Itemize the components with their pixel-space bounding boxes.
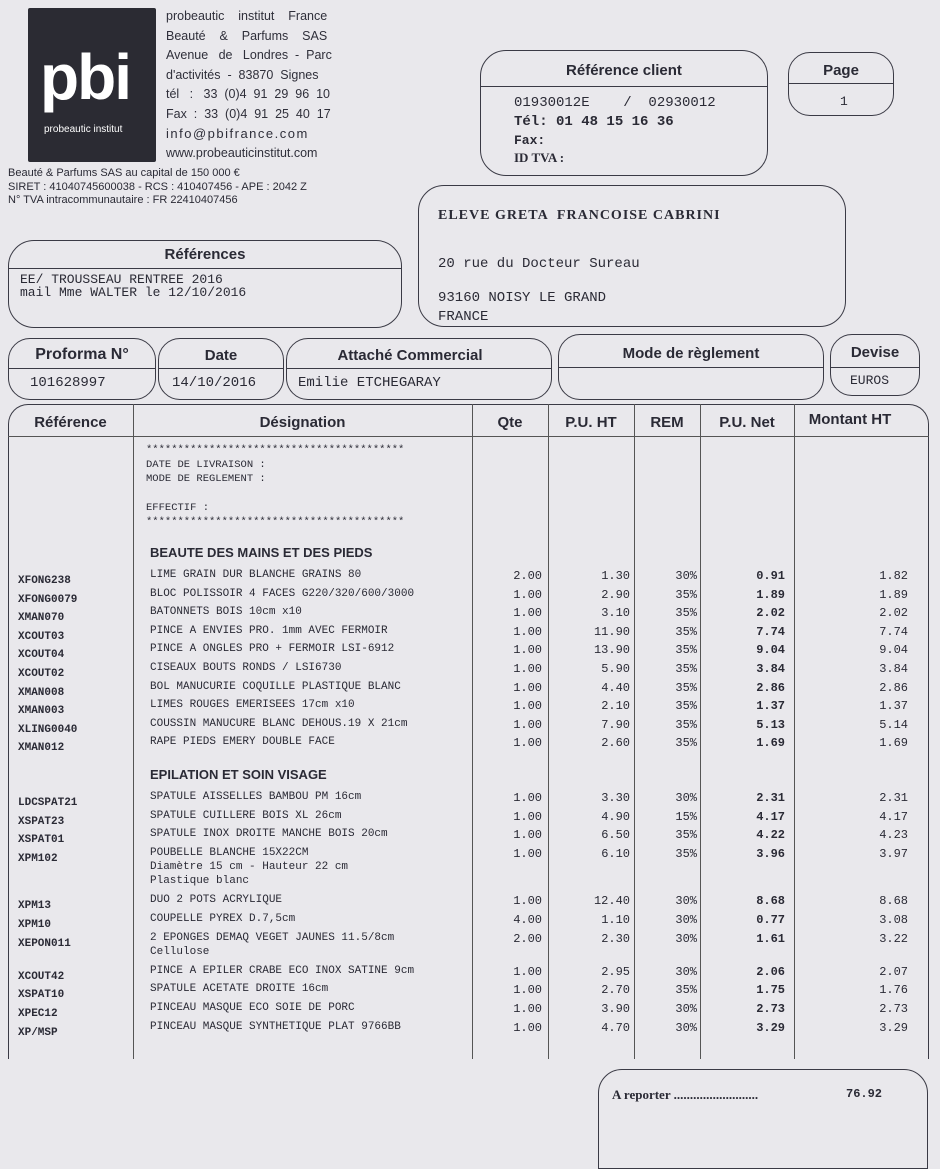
item-quantity: 2.00 [513,569,542,583]
item-net-price: 1.89 [756,587,785,602]
item-net-price: 5.13 [756,717,785,732]
company-logo [28,8,156,162]
payment-mode-box [558,334,824,400]
table-row [0,913,940,931]
logo-subtext: probeautic institut [44,124,123,135]
item-discount: 30% [675,894,697,909]
item-net-price: 0.77 [756,913,785,927]
table-row [0,983,940,1001]
item-discount: 30% [675,1020,697,1035]
item-designation: COUSSIN MANUCURE BLANC DEHOUS.19 X 21cm [150,717,408,730]
item-amount: 7.74 [879,624,908,639]
item-reference: XLING0040 [18,723,78,736]
item-designation: SPATULE INOX DROITE MANCHE BOIS 20cm [150,828,388,841]
address-line: Fax : 33 (0)4 91 25 40 17 [166,106,331,121]
item-net-price: 1.37 [756,699,785,714]
item-discount: 30% [675,569,697,583]
references-title: Références [164,246,246,263]
table-row [0,625,940,643]
item-quantity: 1.00 [513,791,542,805]
item-amount: 1.69 [879,736,908,751]
item-unit-price: 2.90 [601,587,630,602]
item-net-price: 2.06 [756,964,785,979]
item-reference: XMAN008 [18,686,65,699]
item-reference: XPM102 [18,852,58,865]
item-discount: 35% [675,717,697,732]
item-designation: PINCE A ENVIES PRO. 1mm AVEC FERMOIR [150,624,388,637]
item-designation: PINCE A ONGLES PRO + FERMOIR LSI-6912 [150,643,395,656]
item-reference: XP/MSP [18,1026,58,1039]
item-designation: PINCEAU MASQUE SYNTHETIQUE PLAT 9766BB [150,1020,401,1033]
item-amount: 9.04 [879,643,908,658]
item-quantity: 1.00 [513,1020,542,1035]
item-quantity: 1.00 [513,846,542,861]
item-quantity: 1.00 [513,809,542,824]
item-quantity: 1.00 [513,587,542,602]
item-amount: 3.08 [879,913,908,927]
proforma-label: Proforma N° [35,346,129,363]
item-reference: XPM13 [18,900,52,913]
item-amount: 1.82 [879,569,908,583]
item-discount: 35% [675,680,697,695]
item-designation: PINCE A EPILER CRABE ECO INOX SATINE 9cm [150,964,415,977]
item-quantity: 1.00 [513,717,542,732]
item-quantity: 1.00 [513,894,542,909]
attache-label: Attaché Commercial [337,347,483,364]
item-quantity: 1.00 [513,736,542,751]
item-net-price: 4.22 [756,828,785,843]
item-net-price: 9.04 [756,643,785,658]
item-designation-detail: Plastique blanc [150,874,250,887]
item-unit-price: 7.90 [601,717,630,732]
item-amount: 1.37 [879,699,908,714]
item-net-price: 3.84 [756,662,785,676]
logo-text: pbi [40,41,130,113]
item-reference: XPEC12 [18,1007,58,1020]
table-row [0,699,940,717]
item-quantity: 1.00 [513,964,542,979]
item-net-price: 2.73 [756,1001,785,1016]
item-unit-price: 3.30 [601,791,630,805]
item-reference: XFONG0079 [18,593,78,606]
item-unit-price: 13.90 [593,643,630,658]
client-idtva: ID TVA : [514,150,565,165]
carry-forward-label: A reporter .......................... [612,1087,759,1102]
recipient-country: FRANCE [438,309,489,325]
item-unit-price: 4.90 [601,809,630,824]
column-header-reference: Référence [34,414,107,431]
item-discount: 35% [675,606,697,621]
item-amount: 2.73 [879,1001,908,1016]
item-designation: SPATULE ACETATE DROITE 16cm [150,983,329,996]
address-line: Avenue de Londres - Parc [166,48,332,62]
item-reference: XCOUT42 [18,970,65,983]
item-reference: XSPAT23 [18,815,65,828]
item-designation: PINCEAU MASQUE ECO SOIE DE PORC [150,1001,355,1014]
item-designation-detail: Cellulose [150,945,210,958]
item-quantity: 1.00 [513,643,542,658]
item-amount: 3.84 [879,662,908,676]
item-net-price: 2.31 [756,791,785,805]
item-net-price: 3.29 [756,1020,785,1035]
item-reference: XMAN070 [18,612,65,625]
legal-line: N° TVA intracommunautaire : FR 22410407456 [8,194,238,206]
item-discount: 15% [675,809,697,824]
item-amount: 1.76 [879,983,908,998]
table-row [0,588,940,606]
item-unit-price: 1.10 [601,913,630,927]
table-row [0,810,940,828]
footer-stars: ***************************************** [146,516,405,528]
item-unit-price: 5.90 [601,662,630,676]
item-net-price: 2.86 [756,680,785,695]
item-amount: 2.86 [879,680,908,695]
proforma-number: 101628997 [30,375,106,391]
item-amount: 4.17 [879,809,908,824]
column-header-montant-ht: Montant HT [808,411,892,428]
company-address [166,7,332,163]
item-quantity: 1.00 [513,983,542,998]
item-reference: XMAN012 [18,742,65,755]
page-title: Page [823,62,859,79]
table-row [0,643,940,661]
carry-forward-value: 76.92 [846,1087,883,1101]
item-quantity: 4.00 [513,913,542,927]
address-line: d'activités - 83870 Signes [166,67,319,82]
item-designation: LIMES ROUGES EMERISEES 17cm x10 [150,699,355,712]
item-quantity: 1.00 [513,1001,542,1016]
table-row [0,569,940,587]
item-discount: 30% [675,791,697,805]
table-row [0,894,940,912]
item-discount: 35% [675,624,697,639]
item-reference: XFONG238 [18,575,71,587]
payment-mode-line: MODE DE REGLEMENT : [146,473,266,485]
item-reference: LDCSPAT21 [18,797,78,809]
column-header-rem: REM [650,414,684,431]
item-discount: 30% [675,913,697,927]
item-quantity: 1.00 [513,624,542,639]
item-unit-price: 2.95 [601,964,630,979]
item-amount: 1.89 [879,587,908,602]
table-row [0,1002,940,1020]
item-unit-price: 12.40 [593,894,630,909]
item-net-price: 1.75 [756,983,785,998]
item-amount: 2.31 [879,791,908,805]
item-amount: 4.23 [879,828,908,843]
address-line: Beauté & Parfums SAS [166,28,328,43]
payment-mode-label: Mode de règlement [622,345,760,362]
item-designation: BLOC POLISSOIR 4 FACES G220/320/600/3000 [150,587,415,600]
item-designation: SPATULE AISSELLES BAMBOU PM 16cm [150,791,362,803]
client-reference-title: Référence client [566,62,682,79]
item-discount: 35% [675,828,697,843]
item-discount: 35% [675,736,697,751]
item-amount: 2.02 [879,606,908,621]
address-line: tél : 33 (0)4 91 29 96 10 [166,87,330,101]
item-reference: XPM10 [18,919,52,931]
section-title: BEAUTE DES MAINS ET DES PIEDS [150,545,373,560]
item-unit-price: 2.60 [601,736,630,751]
item-net-price: 1.69 [756,736,785,751]
item-unit-price: 2.30 [601,931,630,946]
item-discount: 35% [675,846,697,861]
item-reference: XCOUT03 [18,630,65,643]
item-amount: 3.29 [879,1020,908,1035]
table-row [0,791,940,809]
currency-label: Devise [850,344,900,361]
item-net-price: 0.91 [756,569,785,583]
item-net-price: 4.17 [756,809,785,824]
item-amount: 3.22 [879,931,908,946]
item-reference: XEPON011 [18,937,71,950]
item-net-price: 8.68 [756,894,785,909]
effectif-line: EFFECTIF : [146,502,210,514]
item-amount: 5.14 [879,717,908,732]
table-row [0,965,940,983]
item-discount: 35% [675,662,697,676]
address-line: probeautic institut France [166,9,328,23]
item-designation: BATONNETS BOIS 10cm x10 [150,606,302,619]
item-designation: LIME GRAIN DUR BLANCHE GRAINS 80 [150,569,362,581]
table-row [0,606,940,624]
item-discount: 30% [675,931,697,946]
item-unit-price: 11.90 [593,624,630,639]
item-designation: BOL MANUCURIE COQUILLE PLASTIQUE BLANC [150,680,401,693]
item-discount: 30% [675,1001,697,1016]
item-designation: RAPE PIEDS EMERY DOUBLE FACE [150,736,335,749]
recipient-city: 93160 NOISY LE GRAND [438,290,607,306]
legal-line: Beauté & Parfums SAS au capital de 150 000 € [8,167,240,179]
section-title: EPILATION ET SOIN VISAGE [150,767,327,782]
item-reference: XSPAT10 [18,989,65,1002]
client-tel: Tél: 01 48 15 16 36 [514,114,674,130]
item-unit-price: 4.70 [601,1020,630,1035]
item-quantity: 1.00 [513,699,542,714]
attache-value: Emilie ETCHEGARAY [298,375,441,391]
item-designation: 2 EPONGES DEMAQ VEGET JAUNES 11.5/8cm [150,931,395,944]
item-quantity: 1.00 [513,606,542,621]
item-net-price: 7.74 [756,624,785,639]
address-line: info@pbifrance.com [166,126,309,141]
item-designation: POUBELLE BLANCHE 15X22CM [150,846,309,859]
client-reference-numbers: 01930012E / 02930012 [514,95,716,111]
item-designation: SPATULE CUILLERE BOIS XL 26cm [150,809,342,822]
date-label: Date [204,347,238,364]
item-unit-price: 4.40 [601,680,630,695]
item-unit-price: 2.70 [601,983,630,998]
table-row [0,681,940,699]
item-unit-price: 6.50 [601,828,630,843]
table-row [0,736,940,754]
item-quantity: 1.00 [513,680,542,695]
recipient-street: 20 rue du Docteur Sureau [438,256,640,272]
date-value: 14/10/2016 [172,375,257,391]
item-reference: XMAN003 [18,705,65,718]
item-designation: CISEAUX BOUTS RONDS / LSI6730 [150,662,342,674]
item-discount: 35% [675,983,697,998]
item-designation-detail: Diamètre 15 cm - Hauteur 22 cm [150,860,349,873]
item-reference: XSPAT01 [18,834,65,847]
table-row [0,662,940,680]
company-legal [8,167,307,208]
item-net-price: 1.61 [756,931,785,946]
item-unit-price: 3.90 [601,1001,630,1016]
references-line: EE/ TROUSSEAU RENTREE 2016 [20,272,223,287]
item-amount: 3.97 [879,846,908,861]
currency-value: EUROS [850,373,890,388]
address-line: www.probeauticinstitut.com [166,145,318,160]
recipient-name: ELEVE GRETA FRANCOISE CABRINI [438,208,721,223]
item-reference: XCOUT02 [18,668,65,680]
column-header-pu-net: P.U. Net [719,414,775,431]
item-unit-price: 1.30 [601,569,630,583]
item-quantity: 1.00 [513,662,542,676]
item-reference: XCOUT04 [18,649,65,662]
item-unit-price: 6.10 [601,846,630,861]
item-designation: DUO 2 POTS ACRYLIQUE [150,894,283,907]
table-row [0,1021,940,1039]
item-unit-price: 2.10 [601,699,630,714]
client-fax: Fax: [514,133,546,148]
column-header-designation: Désignation [259,414,346,431]
item-amount: 8.68 [879,894,908,909]
item-discount: 35% [675,587,697,602]
carry-forward-box [598,1069,928,1169]
item-discount: 35% [675,643,697,658]
item-net-price: 3.96 [756,846,785,861]
table-row [0,718,940,736]
item-net-price: 2.02 [756,606,785,621]
item-discount: 30% [675,964,697,979]
delivery-date-line: DATE DE LIVRAISON : [146,459,266,471]
references-line: mail Mme WALTER le 12/10/2016 [20,285,247,300]
page-number: 1 [840,94,848,109]
table-row [0,931,940,958]
table-row [0,828,940,846]
table-row [0,846,940,887]
column-header-qte: Qte [497,414,523,431]
item-designation: COUPELLE PYREX D.7,5cm [150,913,296,925]
legal-line: SIRET : 41040745600038 - RCS : 410407456 - APE : 2042 Z [8,180,307,193]
item-discount: 35% [675,699,697,714]
column-header-pu-ht: P.U. HT [565,414,617,431]
header-stars: ***************************************** [146,444,405,456]
item-quantity: 1.00 [513,828,542,843]
item-quantity: 2.00 [513,931,542,946]
item-amount: 2.07 [879,964,908,979]
item-unit-price: 3.10 [601,606,630,621]
